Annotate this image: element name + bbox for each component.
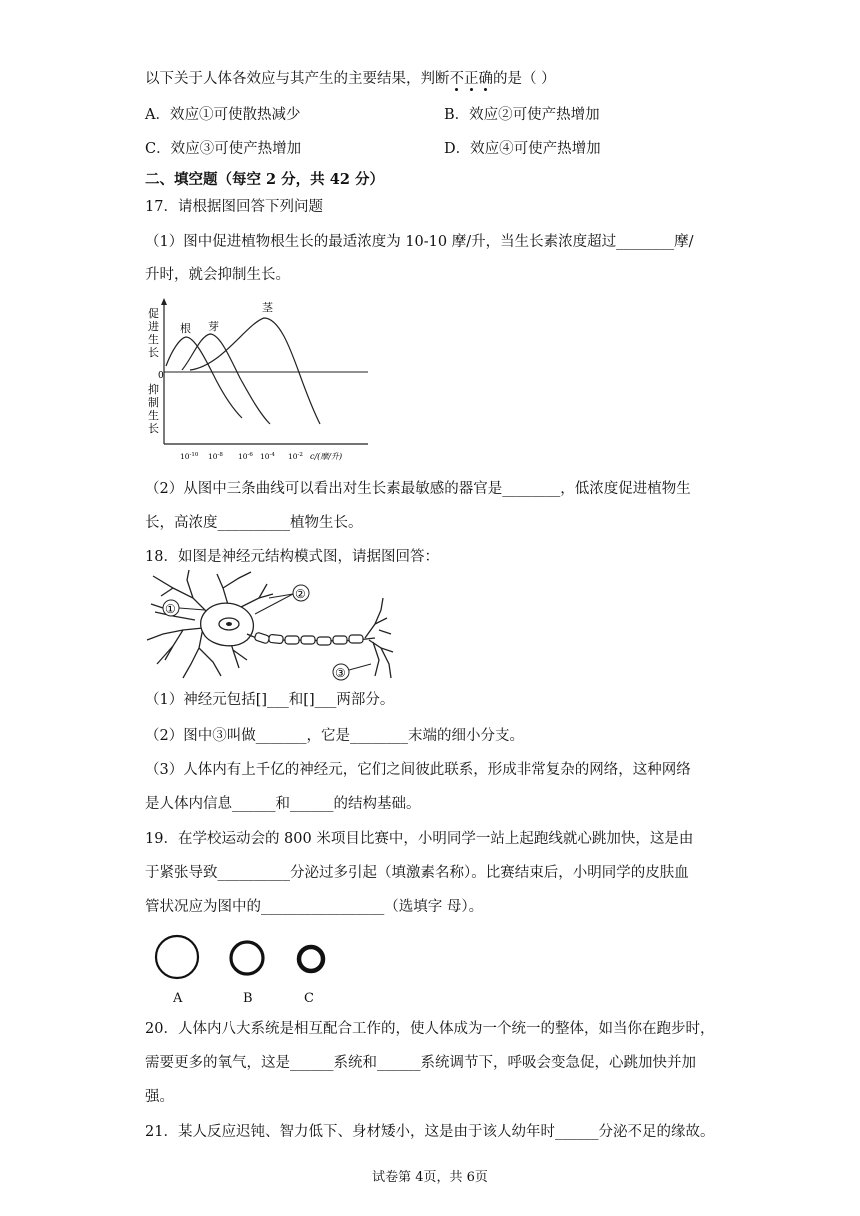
label-2: ②: [295, 587, 306, 601]
q19-line2: 于紧张导致__________分泌过多引起（填激素名称）。比赛结束后，小明同学的皮肤血: [145, 865, 689, 881]
q18-p2: （2）图中③叫做_______，它是________末端的细小分支。: [145, 728, 524, 744]
section-title: 二、填空题（每空 2 分，共 42 分）: [145, 171, 384, 188]
y-axis-arrow: [161, 298, 167, 305]
y-label-char: 进: [148, 320, 159, 333]
emphasis-char: 确: [478, 71, 493, 87]
q16-option-d: D．效应④可使产热增加: [444, 141, 601, 157]
y-label-char: 抑: [148, 383, 159, 396]
leader-line: [179, 608, 205, 610]
x-axis-unit: c/(摩/升): [310, 452, 343, 461]
bud-curve: [182, 334, 270, 424]
curve-label-bud: 芽: [208, 320, 219, 333]
y-label-char: 制: [148, 396, 159, 409]
blood-vessel-circles: [150, 933, 330, 983]
q16-stem: 以下关于人体各效应与其产生的主要结果，判断不正确的是（ ）: [145, 71, 556, 87]
x-tick-label: $10^{-6}$: [238, 452, 253, 461]
neuron-figure: [143, 568, 395, 684]
emphasis-char: 不: [449, 71, 464, 87]
q18-p1: （1）神经元包括[]___和[]___两部分。: [145, 692, 395, 708]
q21-line1: 21．某人反应迟钝、智力低下、身材矮小，这是由于该人幼年时______分泌不足的缘故。: [145, 1124, 715, 1140]
vessel-circle-b: [231, 942, 263, 974]
q16-option-c: C．效应③可使产热增加: [145, 141, 302, 157]
q18-stem: 18．如图是神经元结构模式图，请据图回答：: [145, 549, 439, 565]
x-tick-label: $10^{-10}$: [180, 452, 199, 461]
q17-stem: 17．请根据图回答下列问题: [145, 199, 323, 215]
page-footer: 试卷第 4页，共 6页: [372, 1170, 488, 1185]
y-label-char: 长: [148, 346, 159, 359]
zero-label: 0: [158, 371, 164, 381]
x-tick-label: $10^{-8}$: [208, 452, 223, 461]
q20-line3: 强。: [145, 1089, 174, 1105]
vessel-circle-a: [156, 936, 198, 978]
q18-p3-line1: （3）人体内有上千亿的神经元，它们之间彼此联系，形成非常复杂的网络，这种网络: [145, 762, 691, 778]
label-1: ①: [165, 602, 176, 616]
q20-line1: 20．人体内八大系统是相互配合工作的，使人体成为一个统一的整体，如当你在跑步时，: [145, 1021, 715, 1037]
y-label-char: 长: [148, 422, 159, 435]
q17-p2-line2: 长，高浓度__________植物生长。: [145, 515, 363, 531]
curve-label-stem: 茎: [262, 301, 273, 314]
myelin-sheath: [254, 632, 363, 645]
root-curve: [166, 337, 242, 418]
leader-line: [349, 664, 371, 670]
q16-option-a: A．效应①可使散热减少: [145, 107, 301, 123]
q19-line3: 管状况应为图中的_________________（选填字 母）。: [145, 899, 484, 915]
emphasis-char: 正: [464, 71, 479, 87]
label-3: ③: [335, 666, 346, 680]
q20-line2: 需要更多的氧气，这是______系统和______系统调节下，呼吸会变急促，心跳加快并加: [145, 1055, 696, 1071]
y-label-char: 促: [148, 307, 159, 320]
q17-p1-line2: 升时，就会抑制生长。: [145, 267, 290, 283]
y-label-char: 生: [148, 333, 159, 346]
circle-label-a: A: [173, 991, 183, 1006]
vessel-circle-c: [299, 947, 323, 971]
y-label-char: 生: [148, 409, 159, 422]
q17-p2-line1: （2）从图中三条曲线可以看出对生长素最敏感的器官是________，低浓度促进植物生: [145, 481, 691, 497]
x-tick-labels: [180, 452, 303, 461]
circle-label-c: C: [304, 991, 314, 1006]
q17-p1-line1: （1）图中促进植物根生长的最适浓度为 10-10 摩/升，当生长素浓度超过________摩/: [145, 234, 694, 250]
curve-label-root: 根: [180, 322, 191, 335]
q19-line1: 19．在学校运动会的 800 米项目比赛中，小明同学一站上起跑线就心跳加快，这是由: [145, 831, 694, 847]
auxin-curve-figure: [142, 296, 372, 468]
x-tick-label: $10^{-4}$: [260, 452, 275, 461]
x-tick-label: $10^{-2}$: [288, 452, 303, 461]
y-label-promote: [148, 307, 159, 359]
circle-label-b: B: [243, 991, 253, 1006]
q16-option-b: B．效应②可使产热增加: [444, 107, 600, 123]
q18-p3-line2: 是人体内信息______和______的结构基础。: [145, 796, 421, 812]
y-label-inhibit: [148, 382, 159, 435]
